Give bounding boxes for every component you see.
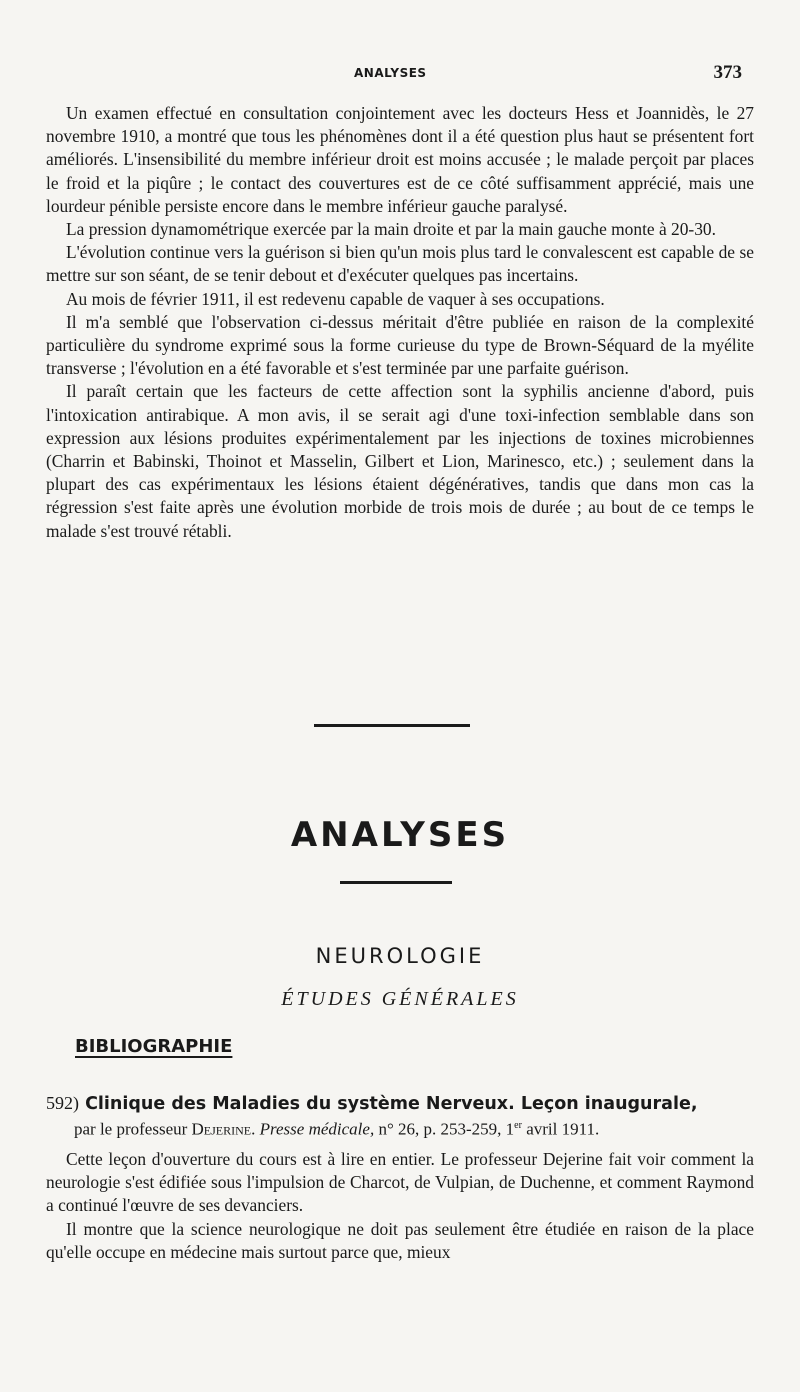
subheading: ÉTUDES GÉNÉRALES: [281, 988, 519, 1010]
case-report-text: [46, 102, 754, 543]
entry-reference: n° 26, p. 253-259,: [378, 1119, 502, 1139]
running-head-title: ANALYSES: [354, 66, 427, 80]
entry-byline: par le professeur: [74, 1119, 188, 1139]
bibliography-entry: [46, 1092, 758, 1141]
entry-author: Dejerine.: [191, 1119, 256, 1139]
entry-heading: [46, 1092, 758, 1115]
divider-rule: [314, 724, 470, 727]
paragraph: L'évolution continue vers la guérison si bien qu'un mois plus tard le convalescent est capable de se mettre sur son séant, de se tenir debout et d'exécuter quelques pas incertains.: [46, 242, 754, 286]
paragraph: La pression dynamométrique exercée par la main droite et par la main gauche monte à 20-30.: [66, 219, 716, 240]
paragraph: Il m'a semblé que l'observation ci-dessus méritait d'être publiée en raison de la complexité particulière du syndrome exprimé sous la forme curieuse du type de Brown-Séquard de la myélite transverse ; l'évolution en a été favorable et s'est terminée par une parfaite guérison.: [46, 311, 754, 379]
entry-date: avril 1911.: [526, 1119, 600, 1139]
entry-title: Clinique des Maladies du système Nerveux. Leçon inaugurale,: [85, 1094, 698, 1114]
paragraph: Il montre que la science neurologique ne doit pas seulement être étudiée en raison de la place qu'elle occupe en médecine mais surtout parce que, mieux: [46, 1218, 754, 1262]
section-title: ANALYSES: [290, 815, 510, 855]
review-text: [46, 1148, 754, 1264]
paragraph: Un examen effectué en consultation conjointement avec les docteurs Hess et Joannidès, le 27 novembre 1910, a montré que tous les phénomènes dont il a été question plus haut se présentent fort améliorés. L'insensibilité du membre inférieur droit est moins accusée ; le malade perçoit par places le froid et la piqûre ; le contact des couvertures est de ce côté suffisamment apprécié, mais une lourdeur pénible persiste encore dans le membre inférieur gauche paralysé.: [46, 103, 754, 216]
page-number: 373: [713, 62, 742, 83]
entry-date-day: 1: [505, 1119, 515, 1139]
bibliography-heading: BIBLIOGRAPHIE: [75, 1036, 233, 1057]
running-head: [0, 62, 800, 86]
title-underline-rule: [340, 881, 452, 884]
entry-journal: Presse médicale,: [259, 1119, 375, 1139]
entry-citation: [46, 1115, 758, 1141]
paragraph: Cette leçon d'ouverture du cours est à lire en entier. Le professeur Dejerine fait voir comment la neurologie s'est édifiée sous l'impulsion de Charcot, de Vulpian, de Duchenne, et comment Raymond a continué l'œuvre de ses devanciers.: [46, 1149, 754, 1216]
paragraph: Au mois de février 1911, il est redevenu capable de vaquer à ses occupations.: [66, 288, 605, 309]
subsection-title: NEUROLOGIE: [315, 944, 485, 968]
entry-number: 592): [46, 1093, 79, 1113]
entry-date-sup: er: [514, 1120, 522, 1131]
paragraph: Il paraît certain que les facteurs de cette affection sont la syphilis ancienne d'abord, puis l'intoxication antirabique. A mon avis, il se serait agi d'une toxi-infection semblable dans son expression aux lésions produites expérimentalement par les injections de toxines microbiennes (Charrin et Babinski, Thoinot et Masselin, Gilbert et Lion, Marinesco, etc.) ; seulement dans la plupart des cas expérimentaux les lésions étaient dégénératives, tandis que dans mon cas la régression s'est faite après une évolution morbide de trois mois de durée ; au bout de ce temps le malade s'est trouvé rétabli.: [46, 381, 754, 541]
